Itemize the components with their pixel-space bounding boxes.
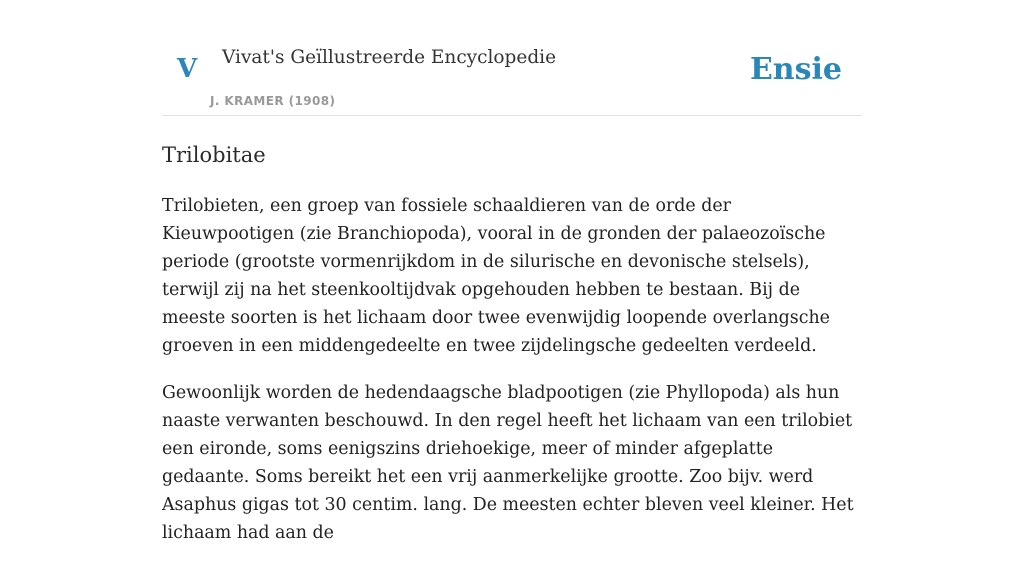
header xyxy=(162,0,862,116)
source-author: J. KRAMER (1908) xyxy=(210,94,336,108)
source-title[interactable]: Vivat's Geïllustreerde Encyclopedie xyxy=(222,47,557,68)
content-container xyxy=(162,0,862,543)
article-title: Trilobitae xyxy=(162,143,266,167)
source-logo[interactable]: V xyxy=(177,54,198,84)
article-body xyxy=(162,192,862,566)
paragraph: Gewoonlijk worden de hedendaagsche bladpootigen (zie Phyllopoda) als hun naaste verwanten beschouwd. In den regel heeft het lichaam van een trilobiet een eironde, soms eenigszins driehoekige, meer of minder afgeplatte gedaante. Soms bereikt het een vrij aanmerkelijke grootte. Zoo bijv. werd Asaphus gigas tot 30 centim. lang. De meesten echter bleven veel kleiner. Het lichaam had aan de xyxy=(162,383,854,543)
paragraph: Trilobieten, een groep van fossiele schaaldieren van de orde der Kieuwpootigen (zie Branchiopoda), vooral in de gronden der palaeozoïsche periode (grootste vormenrijkdom in de silurische en devonische stelsels), terwijl zij na het steenkooltijdvak opgehouden hebben te bestaan. Bij de meeste soorten is het lichaam door twee evenwijdig loopende overlangsche groeven in een middengedeelte en twee zijdelingsche gedeelten verdeeld. xyxy=(162,196,830,356)
brand-logo[interactable]: Ensie xyxy=(749,52,842,87)
